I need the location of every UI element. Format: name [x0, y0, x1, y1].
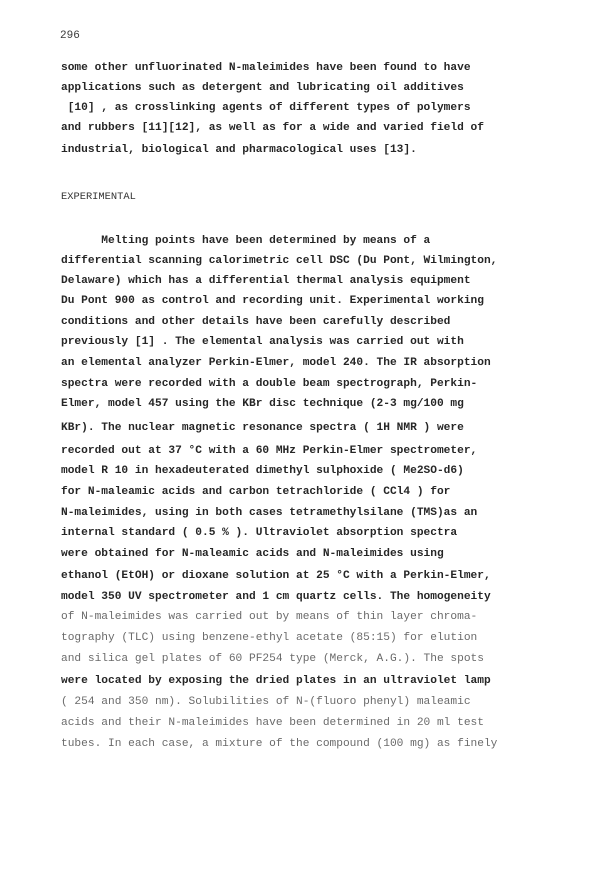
text-line: were located by exposing the dried plates in an ultraviolet lamp [61, 675, 491, 687]
text-line: ( 254 and 350 nm). Solubilities of N-(fluoro phenyl) maleamic [61, 696, 471, 708]
text-line: ethanol (EtOH) or dioxane solution at 25 °C with a Perkin-Elmer, [61, 570, 491, 582]
text-line: differential scanning calorimetric cell DSC (Du Pont, Wilmington, [61, 255, 498, 267]
text-line: an elemental analyzer Perkin-Elmer, model 240. The IR absorption [61, 357, 491, 369]
text-line: Delaware) which has a differential thermal analysis equipment [61, 275, 471, 287]
text-line: and silica gel plates of 60 PF254 type (Merck, A.G.). The spots [61, 653, 484, 665]
text-line: model 350 UV spectrometer and 1 cm quartz cells. The homogeneity [61, 591, 491, 603]
text-line: were obtained for N-maleamic acids and N-maleimides using [61, 548, 444, 560]
text-line: KBr). The nuclear magnetic resonance spectra ( 1H NMR ) were [61, 422, 464, 434]
text-line: [10] , as crosslinking agents of different types of polymers [61, 102, 471, 114]
text-line: conditions and other details have been carefully described [61, 316, 451, 328]
text-line: applications such as detergent and lubricating oil additives [61, 82, 464, 94]
text-line: acids and their N-maleimides have been determined in 20 ml test [61, 717, 484, 729]
text-line: internal standard ( 0.5 % ). Ultraviolet absorption spectra [61, 527, 458, 539]
text-line: previously [1] . The elemental analysis was carried out with [61, 336, 464, 348]
text-line: Du Pont 900 as control and recording unit. Experimental working [61, 295, 484, 307]
text-line: some other unfluorinated N-maleimides have been found to have [61, 62, 471, 74]
text-line: tography (TLC) using benzene-ethyl acetate (85:15) for elution [61, 632, 478, 644]
text-line: and rubbers [11][12], as well as for a wide and varied field of [61, 122, 484, 134]
text-line: spectra were recorded with a double beam spectrograph, Perkin- [61, 378, 478, 390]
text-line: tubes. In each case, a mixture of the compound (100 mg) as finely [61, 738, 498, 750]
text-line: Melting points have been determined by means of a [61, 235, 431, 247]
text-line: Elmer, model 457 using the KBr disc technique (2-3 mg/100 mg [61, 398, 464, 410]
text-line: model R 10 in hexadeuterated dimethyl sulphoxide ( Me2SO-d6) [61, 465, 464, 477]
text-line: of N-maleimides was carried out by means of thin layer chroma- [61, 611, 478, 623]
section-heading: EXPERIMENTAL [61, 191, 136, 203]
text-line: N-maleimides, using in both cases tetramethylsilane (TMS)as an [61, 507, 478, 519]
page-number: 296 [60, 30, 80, 42]
text-line: for N-maleamic acids and carbon tetrachloride ( CCl4 ) for [61, 486, 451, 498]
text-line: recorded out at 37 °C with a 60 MHz Perkin-Elmer spectrometer, [61, 445, 478, 457]
text-line: industrial, biological and pharmacological uses [13]. [61, 144, 417, 156]
